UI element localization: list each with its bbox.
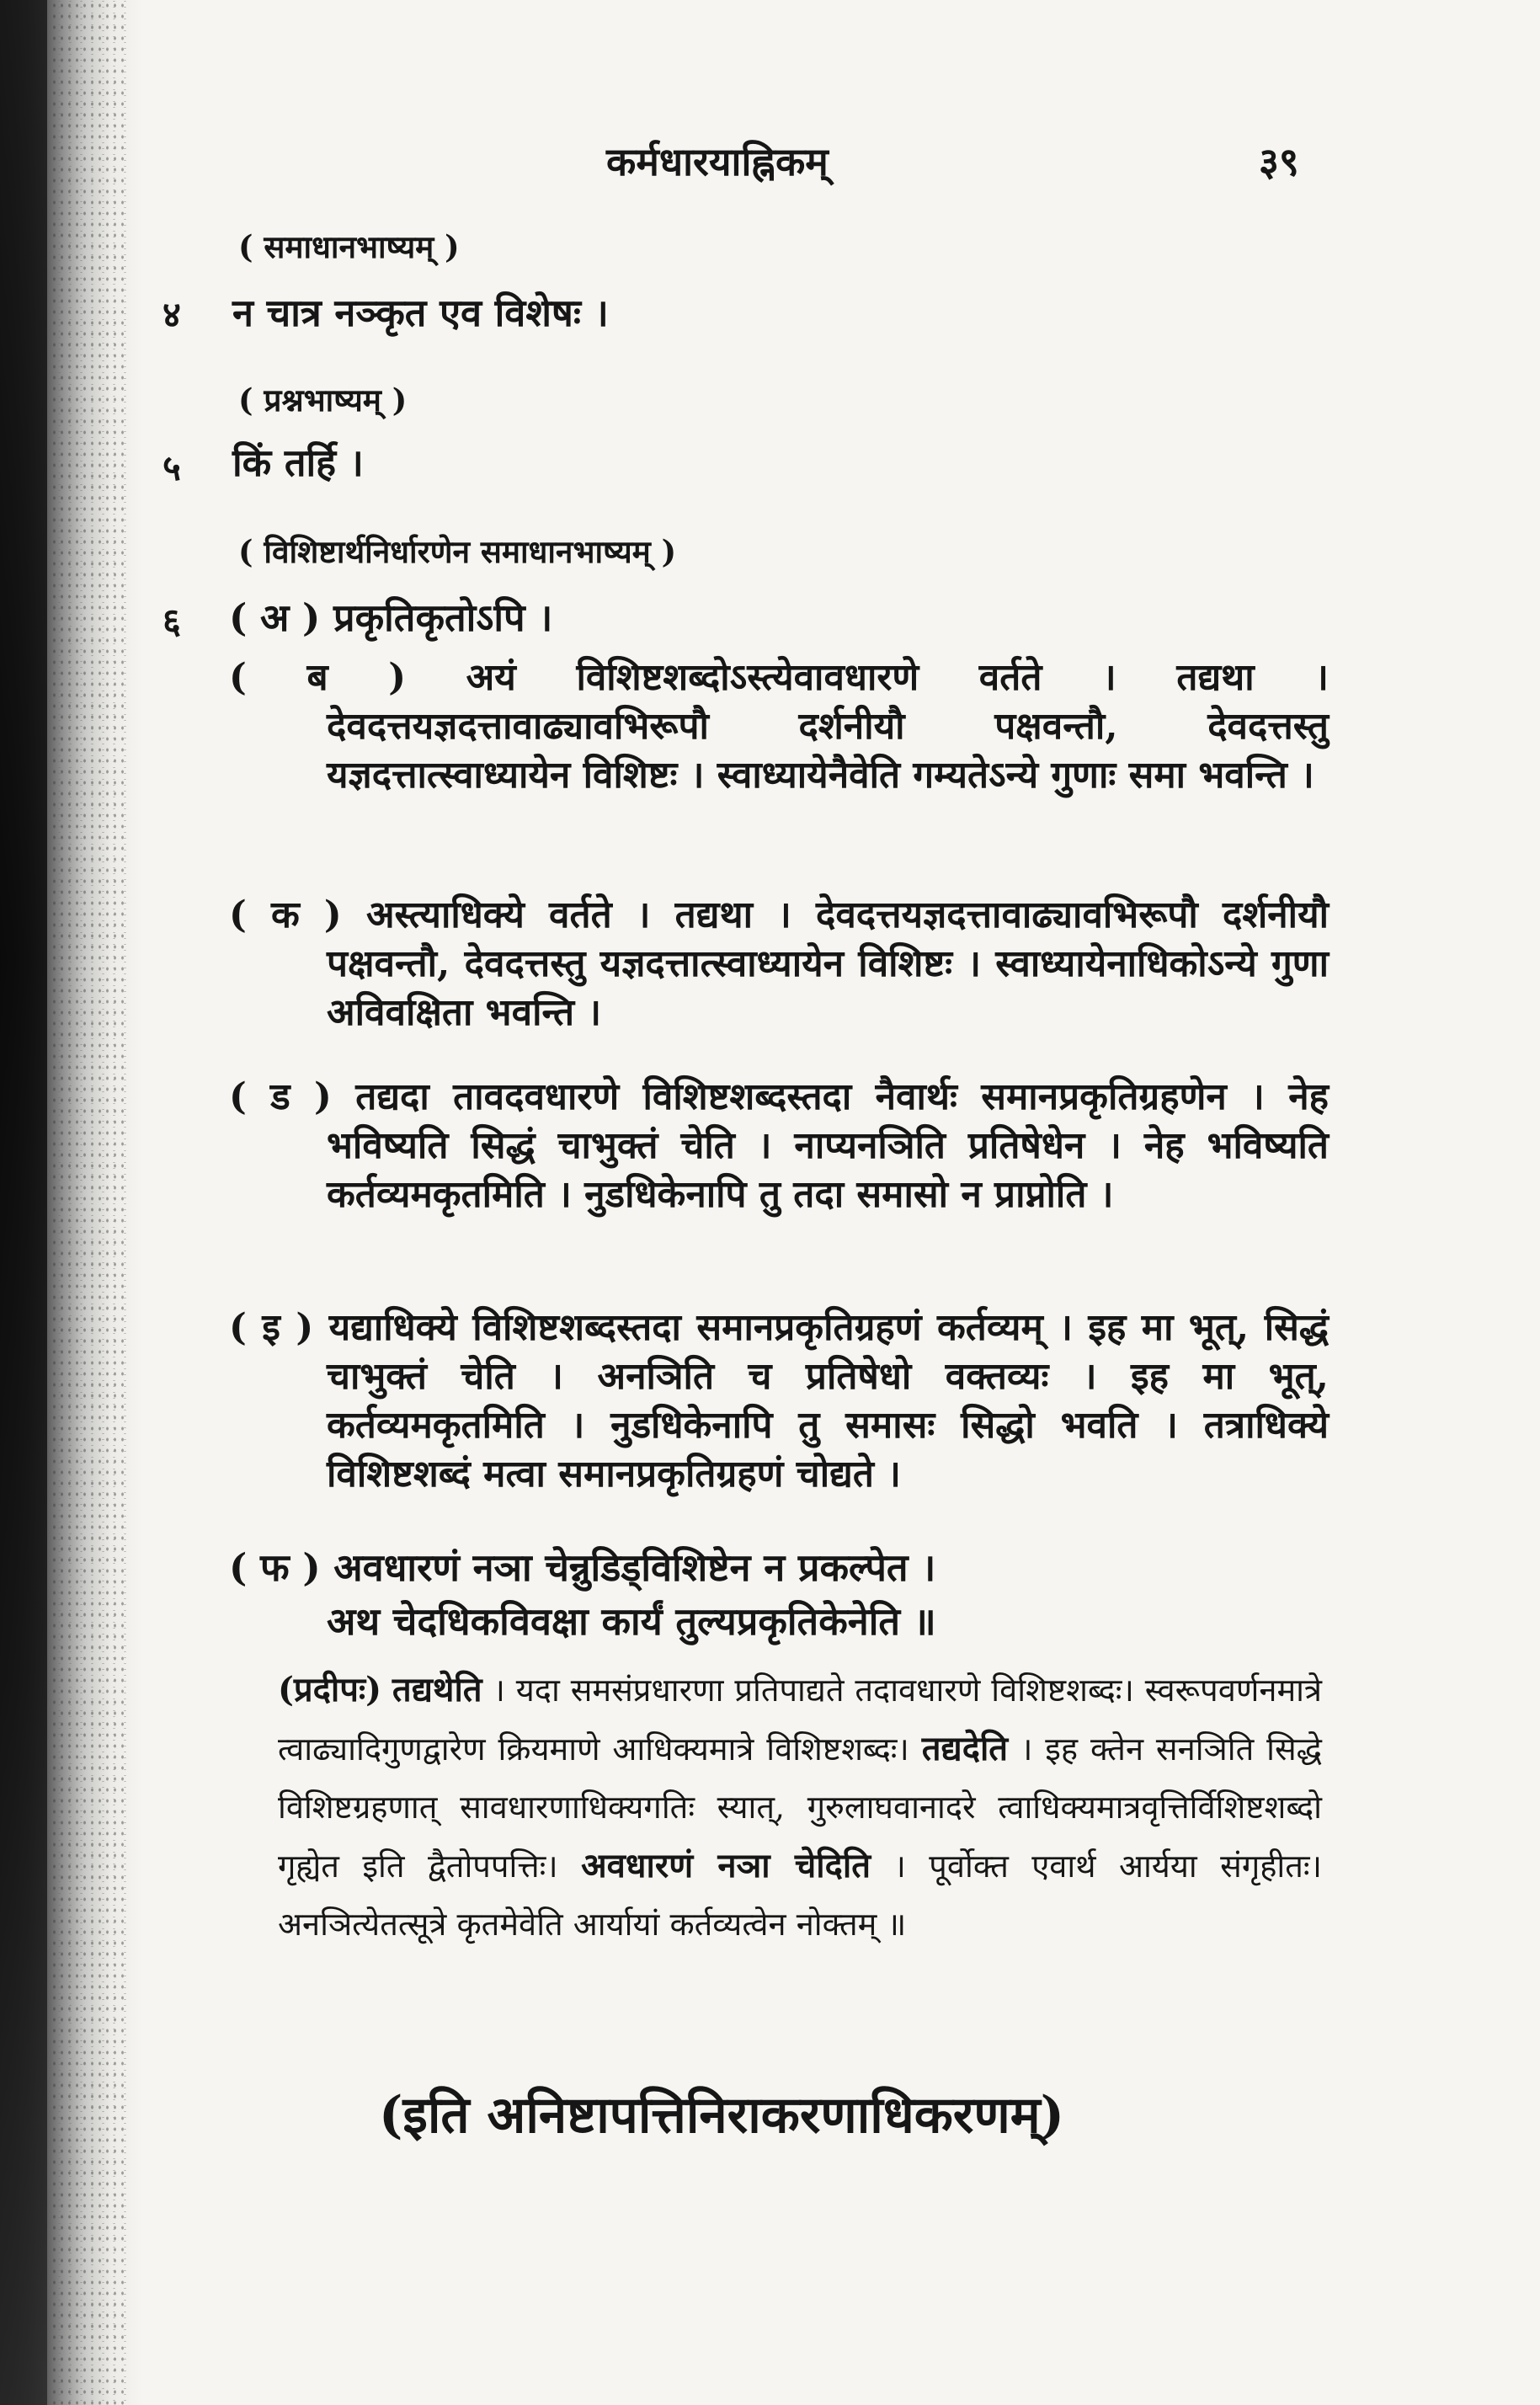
paragraph-d-label: ( ड )	[229, 1075, 332, 1118]
section-6a-label: ( अ )	[229, 595, 321, 640]
section-6-number: ६	[163, 600, 181, 642]
paragraph-f-line-2: अथ चेदधिकविवक्षा कार्यं तुल्यप्रकृतिकेनेति ॥	[327, 1599, 936, 1644]
paragraph-k-label: ( क )	[229, 893, 342, 936]
paragraph-k-text: अस्त्याधिक्ये वर्तते । तद्यथा । देवदत्तयज्ञदत्तावाढ्यावभिरूपौ दर्शनीयौ पक्षवन्तौ, देवदत्तस्तु यज्ञदत्तात्स्वाध्यायेन विशिष्टः । स्वाध्यायेनाधिकोऽन्ये गुणा अविवक्षिता भवन्ति ।	[327, 893, 1329, 1034]
commentary-text-1: । यदा समसंप्रधारणा प्रतिपाद्यते तदावधारणे विशिष्टशब्दः। स्वरूपवर्णनमात्रे त्वाढ्यादिगुणद्वारेण क्रियमाणे आधिक्यमात्रे विशिष्टशब्दः।	[278, 1672, 1322, 1768]
section-6a	[229, 591, 552, 643]
paragraph-b-label: ( ब )	[229, 656, 407, 699]
paragraph-k	[229, 891, 1329, 1037]
section-4-text: न चात्र नञ्कृत एव विशेषः ।	[232, 291, 609, 335]
section-6-caption: ( विशिष्टार्थनिर्धारणेन समाधानभाष्यम् )	[238, 533, 677, 570]
paragraph-i-text: यद्याधिक्ये विशिष्टशब्दस्तदा समानप्रकृतिग्रहणं कर्तव्यम् । इह मा भूत्, सिद्धं चाभुक्तं चेति । अनञिति च प्रतिषेधो वक्तव्यः । इह मा भूत्, कर्तव्यमकृतमिति । नुडधिकेनापि तु समासः सिद्धो भवति । तत्राधिक्ये विशिष्टशब्दं मत्वा समानप्रकृतिग्रहणं चोद्यते ।	[327, 1306, 1329, 1496]
binding-edge-speckle	[51, 0, 126, 2405]
commentary-text-3: । पूर्वोक्त एवार्थ आर्यया संगृहीतः। अनञित्येतत्सूत्रे कृतमेवेति आर्यायां कर्तव्यत्वेन नोक्तम् ॥	[278, 1848, 1322, 1943]
section-4-caption: ( समाधानभाष्यम् )	[238, 228, 460, 265]
paragraph-b	[229, 653, 1329, 800]
commentary-keyword-1: तद्यथेति	[392, 1670, 482, 1709]
commentary-label: (प्रदीपः)	[278, 1670, 382, 1709]
paragraph-b-text: अयं विशिष्टशब्दोऽस्त्येवावधारणे वर्तते । तद्यथा । देवदत्तयज्ञदत्तावाढ्यावभिरूपौ दर्शनीयौ पक्षवन्तौ, देवदत्तस्तु यज्ञदत्तात्स्वाध्यायेन विशिष्टः । स्वाध्यायेनैवेति गम्यतेऽन्ये गुणाः समा भवन्ति ।	[327, 656, 1329, 797]
paragraph-i-label: ( इ )	[229, 1306, 314, 1349]
pradipa-commentary	[278, 1661, 1322, 1954]
commentary-keyword-2: तद्यदेति	[921, 1729, 1009, 1768]
commentary-text-2: । इह क्तेन सनञिति सिद्धे विशिष्टग्रहणात् सावधारणाधिक्यगतिः स्यात्, गुरुलाघवानादरे त्वाधिक्यमात्रवृत्तिर्विशिष्टशब्दो गृह्येत इति द्वैतोपपत्तिः।	[278, 1730, 1322, 1885]
paragraph-i	[229, 1304, 1329, 1499]
section-colophon: (इति अनिष्टापत्तिनिराकरणाधिकरणम्)	[379, 2086, 1064, 2145]
paragraph-f	[229, 1541, 935, 1592]
running-title: कर्मधारयाह्निकम्	[606, 139, 829, 184]
commentary-keyword-3: अवधारणं नञा चेदिति	[581, 1846, 871, 1885]
paragraph-d	[229, 1073, 1329, 1219]
section-5-caption: ( प्रश्नभाष्यम् )	[238, 381, 408, 419]
section-5-text: किं तर्हि ।	[232, 440, 364, 485]
section-4-number: ४	[163, 294, 181, 335]
page-number: ३९	[1259, 139, 1299, 184]
paragraph-d-text: तद्यदा तावदवधारणे विशिष्टशब्दस्तदा नैवार्थः समानप्रकृतिग्रहणेन । नेह भविष्यति सिद्धं चाभुक्तं चेति । नाप्यनञिति प्रतिषेधेन । नेह भविष्यति कर्तव्यमकृतमिति । नुडधिकेनापि तु तदा समासो न प्राप्नोति ।	[327, 1075, 1329, 1216]
section-5-number: ५	[163, 447, 181, 488]
paragraph-f-line-1: अवधारणं नञा चेन्नुडिड्विशिष्टेन न प्रकल्पेत ।	[333, 1545, 936, 1590]
section-6a-text: प्रकृतिकृतोऽपि ।	[333, 595, 553, 640]
paragraph-f-label: ( फ )	[229, 1545, 321, 1590]
binding-gutter	[0, 0, 47, 2405]
